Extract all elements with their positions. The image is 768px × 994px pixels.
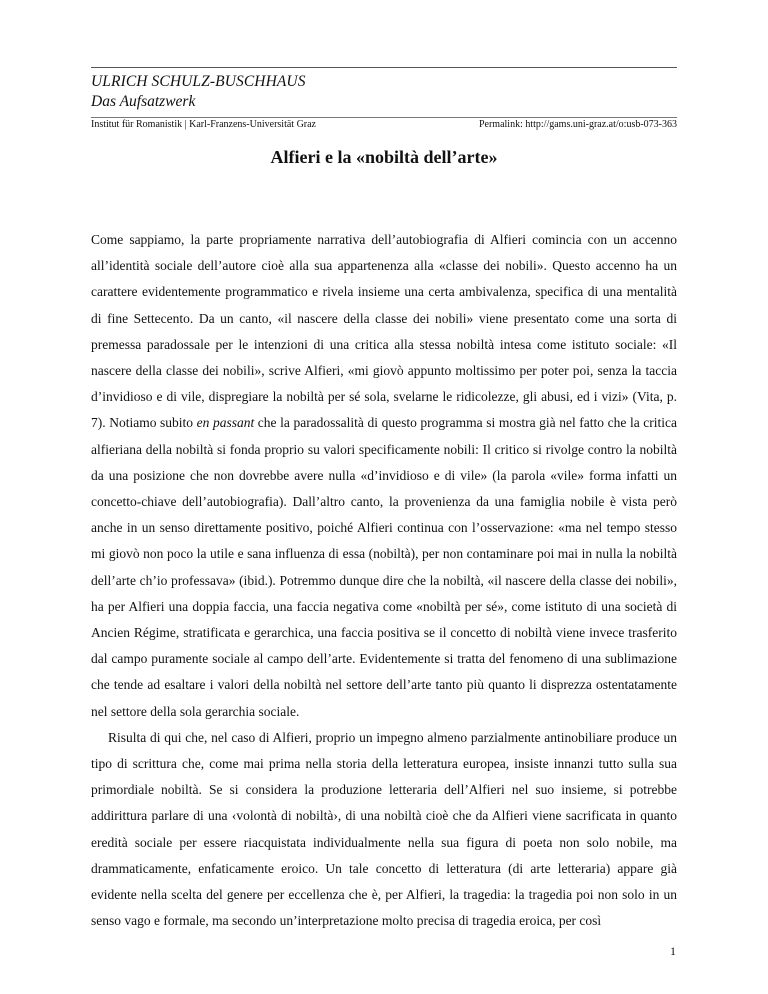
emphasis-text: en passant xyxy=(196,415,255,431)
permalink[interactable]: Permalink: http://gams.uni-graz.at/o:usb-073-363 xyxy=(478,119,677,130)
paragraph-text: Come sappiamo, la parte propriamente narrativa dell’autobiografia di Alfieri comincia con un accenno all’identità sociale dell’autore cioè alla sua appartenenza alla «classe dei nobili». Questo accenno ha un carattere evidentemente programmatico e rivela insieme una certa ambivalenza, specifica di una mentalità di fine Settecento. Da un canto, «il nascere della classe dei nobili» viene presentato come una sorta di premessa paradossale per le intenzioni di una critica alla stessa nobiltà intesa come istituto sociale: «Il nascere della classe dei nobili», scrive Alfieri, «mi giovò appunto moltissimo per poter poi, senza la taccia d’invidioso e di vile, dispregiare la nobiltà per sé sola, svelarne le ridicolezze, gli abusi, ed i vizi» (Vita, p. 7). Notiamo subito xyxy=(91,232,677,431)
paragraph: Risulta di qui che, nel caso di Alfieri, proprio un impegno almeno parzialmente antinobiliare produce un tipo di scrittura che, come mai prima nella storia della letteratura europea, insiste innanzi tutto sulla sua primordiale nobiltà. Se si considera la produzione letteraria dell’Alfieri nel suo insieme, si potrebbe addirittura parlare di una ‹volontà di nobiltà›, di una nobiltà cioè che da Alfieri viene sacrificata in quanto eredità sociale per essere riacquistata individualmente nella sua figura di poeta non solo nobile, ma drammaticamente, enfaticamente eroico. Un tale concetto di letteratura (di arte letteraria) appare già evidente nella scelta del genere per eccellenza che è, per Alfieri, la tragedia: la tragedia poi non solo in un senso vago e formale, ma secondo un’interpretazione molto precisa di tragedia eroica, per così xyxy=(91,729,677,929)
paragraph xyxy=(91,227,677,725)
author-name: ULRICH SCHULZ-BUSCHHAUS xyxy=(91,73,306,90)
institute-label: Institut für Romanistik | Karl-Franzens-Universität Graz xyxy=(91,119,316,130)
page-number: 1 xyxy=(670,944,676,958)
article-title: Alfieri e la «nobiltà dell’arte» xyxy=(270,147,498,167)
paragraph-text: che la paradossalità di questo programma si mostra già nel fatto che la critica alfieriana della nobiltà si fonda proprio su valori specificamente nobili: Il critico si rivolge contro la nobiltà da una posizione che non dovrebbe avere nulla «d’invidioso e di vile» (la parola «vile» forma infatti un concetto-chiave dell’autobiografia). Dall’altro canto, la provenienza da una famiglia nobile è vista però anche in un senso direttamente positivo, poiché Alfieri continua con l’osservazione: «ma nel tempo stesso mi giovò non poco la utile e sana influenza di essa (nobiltà), per non contaminare poi mai in nulla la nobiltà dell’arte ch’io professava» (ibid.). Potremmo dunque dire che la nobiltà, «il nascere della classe dei nobili», ha per Alfieri una doppia faccia, una faccia negativa come «nobiltà per sé», come istituto di una società di Ancien Régime, stratificata e gerarchica, una faccia positiva se il concetto di nobiltà viene invece trasferito dal campo puramente sociale al campo dell’arte. Evidentemente si tratta del fenomeno di una sublimazione che tende ad esaltare i valori della nobiltà nel settore dell’arte tanto più quanto li disprezza ostentatamente nel settore della sola gerarchia sociale. xyxy=(91,415,677,719)
article-body xyxy=(91,227,677,934)
work-title: Das Aufsatzwerk xyxy=(91,93,196,110)
header-top-rule xyxy=(91,67,677,68)
header-rule xyxy=(91,117,677,118)
